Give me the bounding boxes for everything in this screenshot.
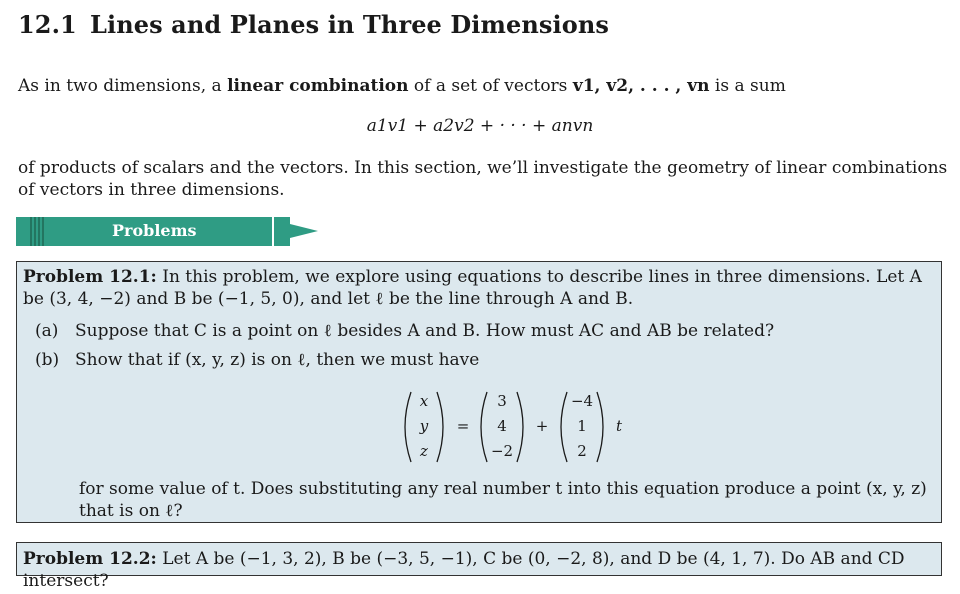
problem-12-1-label: Problem 12.1: — [23, 267, 157, 287]
term-linear-combination: linear combination — [227, 76, 409, 96]
paren-right-2 — [517, 392, 523, 462]
paren-left-1 — [405, 392, 411, 462]
linear-combination-equation: a1v1 + a2v2 + · · · + anvn — [366, 116, 594, 136]
section-heading — [18, 10, 609, 39]
lhs-z: z — [420, 442, 428, 460]
intro-after: is a sum — [709, 76, 786, 96]
lhs-x: x — [419, 392, 429, 410]
point-z: −2 — [490, 442, 514, 460]
problem-12-2-text: Let A be (−1, 3, 2), B be (−3, 5, −1), C be (0, −2, 8), and D be (4, 1, 7). Do AB and CD intersect? — [23, 549, 905, 591]
intro-vectors: v1, v2, . . . , vn — [572, 76, 710, 96]
part-a — [35, 320, 933, 342]
paragraph-2: of products of scalars and the vectors. In this section, we’ll investigate the geometry of linear combinations of vectors in three dimensions. — [18, 158, 948, 200]
dir-y: 1 — [577, 417, 587, 435]
banner-arrow-icon — [274, 220, 318, 242]
problem-12-2-box — [16, 542, 942, 591]
banner-stripes — [30, 217, 46, 246]
problem-12-2-statement — [23, 548, 935, 592]
intro-paragraph — [18, 75, 948, 97]
part-b-continuation: for some value of t. Does substituting any real number t into this equation produce a point (x, y, z) that is on ℓ? — [79, 479, 927, 521]
paren-right-3 — [597, 392, 603, 462]
section-title: Lines and Planes in Three Dimensions — [90, 10, 610, 39]
line-vector-equation — [397, 388, 627, 466]
lhs-y: y — [419, 417, 429, 435]
section-number: 12.1 — [18, 10, 77, 39]
intro-before: As in two dimensions, a — [18, 76, 228, 96]
problem-12-2-label: Problem 12.2: — [23, 549, 157, 569]
paren-left-2 — [481, 392, 487, 462]
point-x: 3 — [497, 392, 507, 410]
equals-sign: = — [456, 417, 470, 435]
point-y: 4 — [497, 417, 507, 435]
problem-12-1-box — [16, 261, 942, 523]
problem-12-1-text: In this problem, we explore using equations to describe lines in three dimensions. Let A be (3, 4, −2) and B be (−1, 5, 0), and let ℓ be the line through A and B. — [23, 267, 922, 309]
part-a-text: Suppose that C is a point on ℓ besides A and B. How must AC and AB be related? — [75, 321, 775, 341]
part-b — [35, 349, 933, 371]
paren-right-1 — [437, 392, 443, 462]
param-t: t — [615, 417, 623, 435]
banner-label: Problems — [112, 221, 197, 240]
problem-12-1-statement — [23, 266, 935, 310]
intro-mid: of a set of vectors — [408, 76, 573, 96]
dir-x: −4 — [570, 392, 594, 410]
part-b-label: (b) — [35, 350, 60, 370]
problems-banner — [16, 217, 321, 246]
dir-z: 2 — [577, 442, 587, 460]
paren-left-3 — [561, 392, 567, 462]
part-a-label: (a) — [35, 321, 59, 341]
part-b-text: Show that if (x, y, z) is on ℓ, then we must have — [75, 350, 480, 370]
plus-sign: + — [535, 417, 549, 435]
